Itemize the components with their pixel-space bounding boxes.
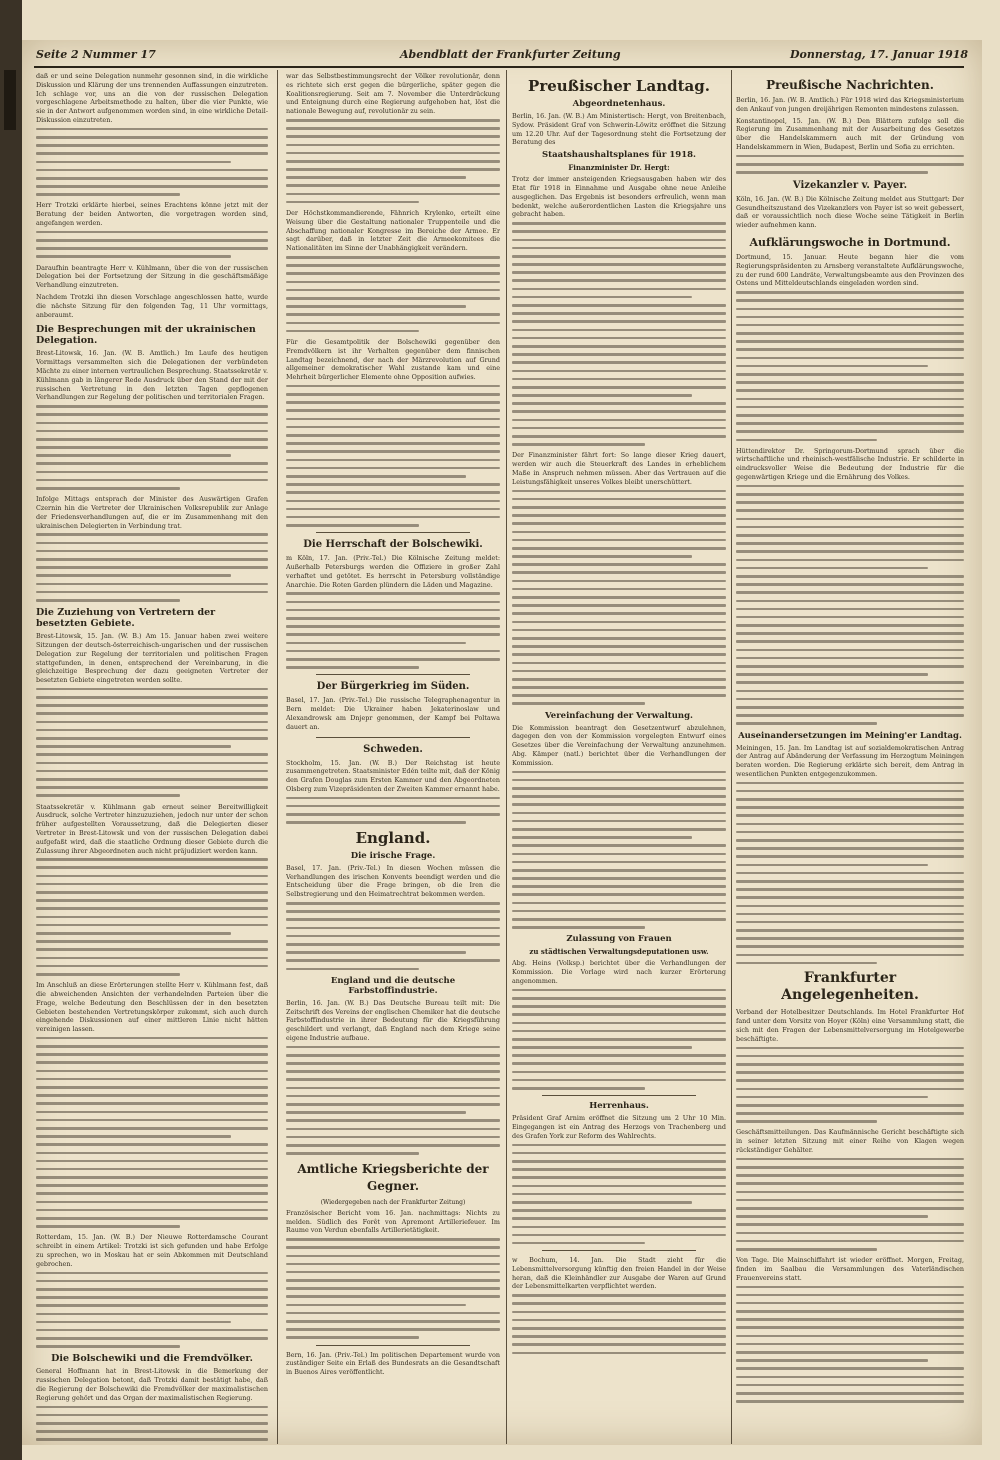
text-block	[286, 256, 500, 332]
article-paragraph: Der Höchstkommandierende, Fähnrich Krylenko, erteilt eine Weisung über die Gestaltung nationaler Truppenteile und die Abschaffung nationaler Kongresse im Bereiche der Armee. Er sagt darüber, daß in letzter Zeit die Armeekomitees die Nationalitäten im Sinne der Unabhängigkeit verändern.	[286, 209, 500, 253]
article-paragraph: Brest-Litowsk, 15. Jan. (W. B.) Am 15. Januar haben zwei weitere Sitzungen der deutsch-österreichisch-ungarischen und der russischen Delegation zur Regelung der territorialen und politischen Fragen stattgefunden, in denen, entsprechend der Vereinbarung, in die gleichzeitige Besprechung der dazu geeigneten Vertreter der besetzten Gebiete eingetreten werden sollte.	[36, 632, 268, 685]
section-heading: Zulassung von Frauen	[566, 934, 672, 945]
article-paragraph: Daraufhin beantragte Herr v. Kühlmann, über die von der russischen Delegation bei der Fortsetzung der Sitzung in die geschäftsmäßige Verhandlung einzutreten.	[36, 263, 268, 290]
text-block	[736, 1158, 964, 1251]
text-block	[36, 688, 268, 797]
section-heading: Preußische Nachrichten.	[766, 78, 934, 92]
text-block	[36, 533, 268, 601]
article-paragraph: Stockholm, 15. Jan. (W. B.) Der Reichstag ist heute zusammengetreten. Staatsminister Edén teilte mit, daß der König den Grafen Douglas zum Ersten Kammer und den Abgeordneten Olsberg zum Vizepräsidenten der Zweiten Kammer ernannt habe.	[286, 758, 500, 793]
text-block	[512, 490, 726, 705]
article-paragraph: Meiningen, 15. Jan. Im Landtag ist auf sozialdemokratischen Antrag der Antrag auf Abänderung der Verfassung im Herzogtum Meiningen beraten worden. Die Regierung erklärte sich bereit, dem Antrag in wesentlichen Punkten entgegenzukommen.	[736, 743, 964, 778]
article-paragraph: war das Selbstbestimmungsrecht der Völker revolutionär, denn es richtete sich erst gegen die bürgerliche, später gegen die Koalitionsregierung. Seit am 7. November die Unterdrückung und Enteignung durch eine Regierung aufgehoben hat, löst die nationale Bewegung auf, revolutionär zu sein.	[286, 72, 500, 116]
article-paragraph: Rotterdam, 15. Jan. (W. B.) Der Nieuwe Rotterdamsche Courant schreibt in einem Artikel: Trotzki ist sich gefunden und habe Erfolge zu sprechen, wo in Moskau hat er sein Abkommen mit Deutschland gebrochen.	[36, 1233, 268, 1268]
column-1	[36, 72, 268, 1442]
article-paragraph: Im Anschluß an diese Erörterungen stellte Herr v. Kühlmann fest, daß die abweichenden Ansichten der verhandelnden Parteien über die Frage, welche Bedeutung den Beschlüssen der in den besetzten Gebieten bestehenden Vertretungskörper zukommt, sich auch durch eingehende Diskussionen auf einer mittleren Linie nicht hätten vereinigen lassen.	[36, 981, 268, 1034]
text-block	[512, 989, 726, 1090]
text-block	[36, 405, 268, 489]
article-paragraph: Infolge Mittags entsprach der Minister des Auswärtigen Grafen Czernin hin die Vertreter der Ukrainischen Volksrepublik zur Anlage der Friedensverhandlungen auf, die er im Zusammenhang mit den ukrainischen Delegierten in Verbindung trat.	[36, 495, 268, 530]
section-heading: Schweden.	[363, 743, 423, 755]
section-heading: England.	[355, 828, 431, 847]
section-heading: Vizekanzler v. Payer.	[792, 179, 908, 191]
article-paragraph: m Köln, 17. Jan. (Priv.-Tel.) Die Kölnische Zeitung meldet: Außerhalb Petersburgs werden die Offiziere in großer Zahl verhaftet und getötet. Es herrscht in Petersburg vollständige Anarchie. Die Roten Garden plündern die Läden und Magazine.	[286, 554, 500, 589]
article-paragraph: Hüttendirektor Dr. Springorum-Dortmund sprach über die wirtschaftliche und rheinisch-westfälische Industrie. Er schilderte in eindrucksvoller Weise die Bedeutung der Industrie für die gegenwärtigen Kriege und die Ernährung des Volkes.	[736, 446, 964, 482]
article-paragraph: daß er und seine Delegation nunmehr gesonnen sind, in die wirkliche Diskussion und Klärung der uns trennenden Auffassungen einzutreten. Ich schlage vor, uns an die von der russischen Delegation vorgeschlagene Arbeitsmethode zu halten, über die vier Punkte, wie sie in der Antwort aufgenommen worden sind, in eine wirkliche Detail-Diskussion einzutreten.	[36, 72, 268, 124]
article-paragraph: Nachdem Trotzki ihn diesen Vorschlage angeschlossen hatte, wurde die nächste Sitzung für den folgenden Tag, 11 Uhr vormittags, anberaumt.	[36, 293, 268, 319]
text-block	[512, 771, 726, 929]
column-4	[736, 72, 964, 1442]
section-heading: Frankfurter Angelegenheiten.	[781, 970, 919, 1004]
section-heading: Auseinandersetzungen im Meining'er Landtag.	[738, 730, 962, 741]
text-block	[736, 1047, 964, 1123]
column-rule-1	[277, 70, 278, 1444]
article-paragraph: Konstantinopel, 15. Jan. (W. B.) Den Blättern zufolge soll die Regierung im Zusammenhang mit der Ausarbeitung des Gesetzes über die Handelskammern auch mit der Gründung von Handelskammern in Wien, Budapest, Berlin und Sofia zu errichten.	[736, 116, 964, 151]
section-heading: Der Bürgerkrieg im Süden.	[316, 681, 470, 693]
article-paragraph: Berlin, 16. Jan. (W. B.) Am Ministertisch: Hergt, von Breitenbach, Sydow. Präsident Graf von Schwerin-Löwitz eröffnet die Sitzung um 12.20 Uhr. Auf der Tagesordnung steht die Fortsetzung der Beratung des	[512, 112, 726, 147]
article-paragraph: Basel, 17. Jan. (Priv.-Tel.) Die russische Telegraphenagentur in Bern meldet: Die Ukrainer haben Jekaterinoslaw und Alexandrowsk am Dnjepr genommen, der Kampf bei Poltawa dauert an.	[286, 696, 500, 731]
text-block	[286, 797, 500, 824]
column-3	[512, 72, 726, 1442]
section-heading: Die Zuziehung von Vertretern der besetzten Gebiete.	[36, 607, 216, 630]
article-paragraph: Abg. Heins (Volksp.) berichtet über die Verhandlungen der Kommission. Die Vorlage wird nach kurzer Erörterung angenommen.	[512, 959, 726, 985]
text-block	[736, 155, 964, 174]
text-block	[736, 1286, 964, 1403]
section-subheading: Finanzminister Dr. Hergt:	[568, 163, 670, 173]
article-separator	[316, 1345, 470, 1346]
section-subheading: (Wiedergegeben nach der Frankfurter Zeitung)	[320, 1198, 466, 1206]
text-block	[736, 782, 964, 965]
section-heading: Vereinfachung der Verwaltung.	[544, 710, 694, 721]
article-paragraph: Die Kommission beantragt den Gesetzentwurf abzulehnen, dagegen den von der Kommission vorgelegten Entwurf eines Gesetzes über die Vereinfachung der Verwaltung anzunehmen. Abg. Kämper (natl.) berichtet über die Verhandlungen der Kommission.	[512, 723, 726, 767]
article-paragraph: Französischer Bericht vom 16. Jan. nachmittags: Nichts zu melden. Südlich des Forêt von Apremont Artilleriefeuer. Im Raume von Verdun ebenfalls Artillerietätigkeit.	[286, 1208, 500, 1235]
article-paragraph: Berlin, 16. Jan. (W. B.) Das Deutsche Bureau teilt mit: Die Zeitschrift des Vereins der englischen Chemiker hat die deutsche Farbstoffindustrie in ihrer Bedeutung für die Kriegsführung geschildert und verlangt, daß England nach dem Kriege seine eigene Industrie aufbaue.	[286, 998, 500, 1042]
article-paragraph: w Bochum, 14. Jan. Die Stadt zieht für die Lebensmittelversorgung künftig den freien Handel in der Weise heran, daß die Kleinhändler zur Ausgabe der Waren auf Grund der Lebensmittelkarten verpflichtet werden.	[512, 1256, 726, 1291]
article-paragraph: Staatssekretär v. Kühlmann gab erneut seiner Bereitwilligkeit Ausdruck, solche Vertreter hinzuzuziehen, jedoch nur unter der schon früher aufgestellten Voraussetzung, daß die Delegierten dieser Vertreter in Brest-Litowsk und von der russischen Delegation dabei aufgefaßt wird, daß die staatliche Ordnung dieser Gebiete durch die Zulassung ihrer Abgeordneten auch nicht präjudiziert werden kann.	[36, 802, 268, 855]
section-heading: Herrenhaus.	[589, 1101, 649, 1112]
text-block	[512, 1294, 726, 1354]
text-block	[286, 385, 500, 527]
article-separator	[542, 1095, 696, 1096]
section-subheading: zu städtischen Verwaltungsdeputationen usw.	[529, 947, 709, 957]
text-block	[36, 231, 268, 258]
section-heading: Die Besprechungen mit der ukrainischen Delegation.	[36, 324, 256, 347]
article-paragraph: Der Finanzminister fährt fort: So lange dieser Krieg dauert, werden wir auch die Steuerkraft des Landes in erheblichem Maße in Anspruch nehmen müssen. Aber das Vertrauen auf die Leistungsfähigkeit unseres Volkes bleibt unerschüttert.	[512, 451, 726, 486]
text-block	[512, 1144, 726, 1245]
article-paragraph: Geschäftsmitteilungen. Das Kaufmännische Gericht beschäftigte sich in seiner letzten Sitzung mit einer Reihe von Klagen wegen rückständiger Gehälter.	[736, 1128, 964, 1155]
text-block	[286, 1046, 500, 1155]
header-page-number: Seite 2 Nummer 17	[36, 48, 156, 61]
text-block	[512, 222, 726, 446]
article-paragraph: Basel, 17. Jan. (Priv.-Tel.) In diesen Wochen müssen die Verhandlungen des irischen Konvents beendigt werden und die Entscheidung über die Frage bringen, ob die Iren die Selbstregierung und den Heimatrechtrat bekommen werden.	[286, 863, 500, 899]
text-block	[36, 128, 268, 196]
text-block	[286, 1238, 500, 1339]
article-paragraph: Trotz der immer ansteigenden Kriegsausgaben haben wir des Etat für 1918 in Einnahme und Ausgabe ohne neue Anleihe ausgeglichen. Das Ergebnis ist besonders erfreulich, wenn man bedenkt, welche außerordentlichen Lasten die Kriegsjahre uns gebracht haben.	[512, 175, 726, 219]
article-separator	[316, 674, 470, 675]
article-paragraph: Köln, 16. Jan. (W. B.) Die Kölnische Zeitung meldet aus Stuttgart: Der Gesundheitszustand des Vizekanzlers von Payer ist so weit gebessert, daß er voraussichtlich noch diese Woche seine Tätigkeit in Berlin wieder aufnehmen kann.	[736, 194, 964, 230]
text-block	[286, 592, 500, 668]
section-heading: Staatshaushaltsplanes für 1918.	[542, 150, 696, 161]
article-separator	[316, 737, 470, 738]
section-heading: England und die deutsche Farbstoffindustrie.	[330, 975, 456, 996]
article-paragraph: Präsident Graf Arnim eröffnet die Sitzung um 2 Uhr 10 Min. Eingegangen ist ein Antrag des Herzogs von Trachenberg und des Grafen York zur Reform des Wahlrechts.	[512, 1114, 726, 1140]
text-block	[36, 1272, 268, 1348]
text-block	[286, 902, 500, 970]
header-date: Donnerstag, 17. Januar 1918	[790, 48, 969, 61]
text-block	[36, 1406, 268, 1441]
article-paragraph: Herr Trotzki erklärte hierbei, seines Erachtens könne jetzt mit der Beratung der beiden Antworten, die vorgetragen worden sind, angefangen werden.	[36, 201, 268, 228]
column-rule-2	[506, 70, 507, 1444]
article-paragraph: Brest-Litowsk, 16. Jan. (W. B. Amtlich.) Im Laufe des heutigen Vormittags versammelten sich die Delegationen der verbündeten Mächte zu einer internen vertraulichen Besprechung. Staatssekretär v. Kühlmann gab in längerer Rede Ausdruck über den Stand der mit der russischen Vertretung in den letzten Tagen gepflogenen Verhandlungen zur Regelung der politischen und territorialen Fragen.	[36, 349, 268, 402]
article-paragraph: Dortmund, 15. Januar. Heute begann hier die vom Regierungspräsidenten zu Arnsberg veranstaltete Aufklärungswoche, zu der rund 600 Landräte, Verwaltungsbeamte aus den Provinzen des Ostens und Mitteldeutschlands eingeladen worden sind.	[736, 252, 964, 288]
page-spine	[0, 0, 22, 1460]
article-paragraph: Für die Gesamtpolitik der Bolschewiki gegenüber den Fremdvölkern ist ihr Verhalten gegenüber dem finnischen Landtag bezeichnend, der nach der Märzrevolution auf Grund allgemeiner demokratischer Wahl zustande kam und eine Mehrheit bürgerlicher Elemente ohne Opposition aufwies.	[286, 337, 500, 382]
header-rule	[34, 66, 964, 68]
article-paragraph: Berlin, 16. Jan. (W. B. Amtlich.) Für 1918 wird das Kriegsministerium den Ankauf von jungen dreijährigen Remonten mindestens zulassen.	[736, 96, 964, 113]
article-separator	[316, 532, 470, 533]
article-paragraph: Verband der Hotelbesitzer Deutschlands. Im Hotel Frankfurter Hof fand unter dem Vorsitz von Hoyer (Köln) eine Versammlung statt, die sich mit den Fragen der Lebensmittelversorgung im Hotelgewerbe beschäftigte.	[736, 1008, 964, 1043]
text-block	[286, 119, 500, 203]
article-paragraph: Von Tage. Die Mainschiffahrt ist wieder eröffnet. Morgen, Freitag, finden im Saalbau die Versammlungen des Vaterländischen Frauenvereins statt.	[736, 1256, 964, 1282]
text-block	[736, 291, 964, 441]
text-block	[36, 858, 268, 975]
header-masthead: Abendblatt der Frankfurter Zeitung	[400, 48, 621, 61]
section-heading: Preußischer Landtag.	[528, 77, 710, 95]
text-block	[736, 485, 964, 725]
article-paragraph: General Hoffmann hat in Brest-Litowsk in die Bemerkung der russischen Delegation betont, daß Trotzki damit bestätigt habe, daß die Regierung der Bolschewiki die Fremdvölker der maximalistischen Regierung gehört und das Organ der maximalistischen Regierung.	[36, 1367, 268, 1402]
column-rule-3	[731, 70, 732, 1444]
section-subheading: Abgeordnetenhaus.	[572, 99, 666, 109]
text-block	[36, 1037, 268, 1228]
section-heading: Amtliche Kriegsberichte der Gegner.	[297, 1161, 489, 1193]
section-heading: Die Herrschaft der Bolschewiki.	[303, 539, 483, 551]
article-separator	[542, 1250, 696, 1251]
section-subheading: Die irische Frage.	[350, 850, 436, 861]
column-2	[286, 72, 500, 1442]
article-paragraph: Bern, 16. Jan. (Priv.-Tel.) Im politischen Departement wurde von zuständiger Seite ein Erlaß des Bundesrats an die Gesandtschaft in Buenos Aires veröffentlicht.	[286, 1350, 500, 1377]
section-heading: Die Bolschewiki und die Fremdvölker.	[51, 1353, 253, 1365]
section-heading: Aufklärungswoche in Dortmund.	[749, 235, 951, 249]
binding-mark	[4, 70, 16, 130]
